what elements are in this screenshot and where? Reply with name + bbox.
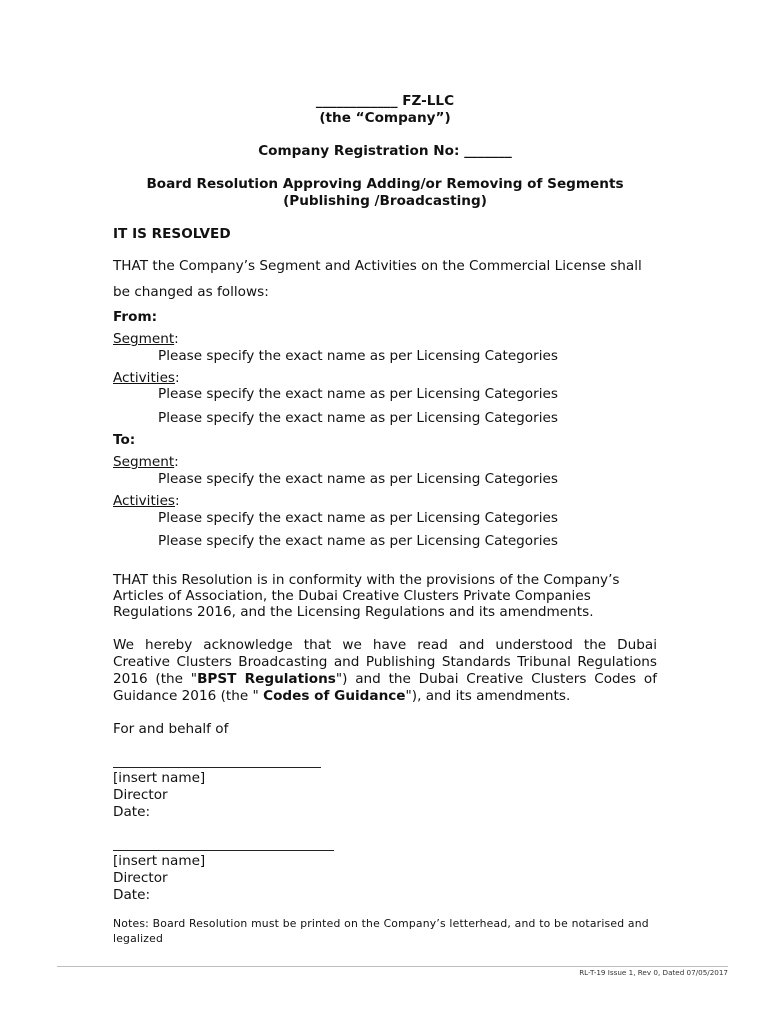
acknowledge-line-3: 2016 (the "BPST Regulations") and the Dubai Creative Clusters Codes of — [113, 671, 657, 687]
registration-number: Company Registration No: _______ — [258, 143, 512, 159]
document-subtitle: (Publishing /Broadcasting) — [283, 193, 487, 209]
signature-line-1 — [113, 767, 321, 768]
from-segment-label: Segment: — [113, 331, 179, 347]
conformity-line-2: Articles of Association, the Dubai Creative Clusters Private Companies — [113, 588, 591, 604]
footer-reference: RL-T-19 Issue 1, Rev 0, Dated 07/05/2017 — [579, 968, 728, 977]
signatory-1-name: [insert name] — [113, 770, 206, 786]
signatory-2-title: Director — [113, 870, 168, 886]
to-activity-1: Please specify the exact name as per Licensing Categories — [158, 510, 558, 526]
to-segment-label: Segment: — [113, 454, 179, 470]
from-activities-label: Activities: — [113, 370, 180, 386]
to-activities-label: Activities: — [113, 493, 180, 509]
company-name-heading: ____________ FZ-LLC — [315, 93, 455, 109]
conformity-line-1: THAT this Resolution is in conformity with the provisions of the Company’s — [113, 572, 620, 588]
intro-line-2: be changed as follows: — [113, 284, 269, 300]
signatory-2-name: [insert name] — [113, 853, 206, 869]
to-segment-value: Please specify the exact name as per Licensing Categories — [158, 471, 558, 487]
resolved-heading: IT IS RESOLVED — [113, 226, 231, 242]
signatory-2-date: Date: — [113, 887, 151, 903]
acknowledge-line-1: We hereby acknowledge that we have read and understood the Dubai — [113, 637, 657, 653]
acknowledge-line-4: Guidance 2016 (the " Codes of Guidance"), and its amendments. — [113, 688, 571, 704]
from-activity-2: Please specify the exact name as per Licensing Categories — [158, 410, 558, 426]
conformity-line-3: Regulations 2016, and the Licensing Regulations and its amendments. — [113, 604, 594, 620]
to-label: To: — [113, 432, 136, 448]
signatory-1-date: Date: — [113, 804, 151, 820]
intro-line-1: THAT the Company’s Segment and Activities on the Commercial License shall — [113, 258, 642, 274]
signature-line-2 — [113, 850, 334, 851]
document-title: Board Resolution Approving Adding/or Removing of Segments — [146, 176, 624, 192]
on-behalf-of: For and behalf of — [113, 721, 229, 737]
footer-divider — [57, 966, 728, 967]
from-segment-value: Please specify the exact name as per Licensing Categories — [158, 348, 558, 364]
company-alias: (the “Company”) — [319, 110, 451, 126]
from-activity-1: Please specify the exact name as per Licensing Categories — [158, 386, 558, 402]
notes-text: Notes: Board Resolution must be printed on the Company’s letterhead, and to be notarised and legalized — [113, 917, 649, 945]
to-activity-2: Please specify the exact name as per Licensing Categories — [158, 533, 558, 549]
from-label: From: — [113, 309, 158, 325]
signatory-1-title: Director — [113, 787, 168, 803]
acknowledge-line-2: Creative Clusters Broadcasting and Publishing Standards Tribunal Regulations — [113, 654, 657, 670]
